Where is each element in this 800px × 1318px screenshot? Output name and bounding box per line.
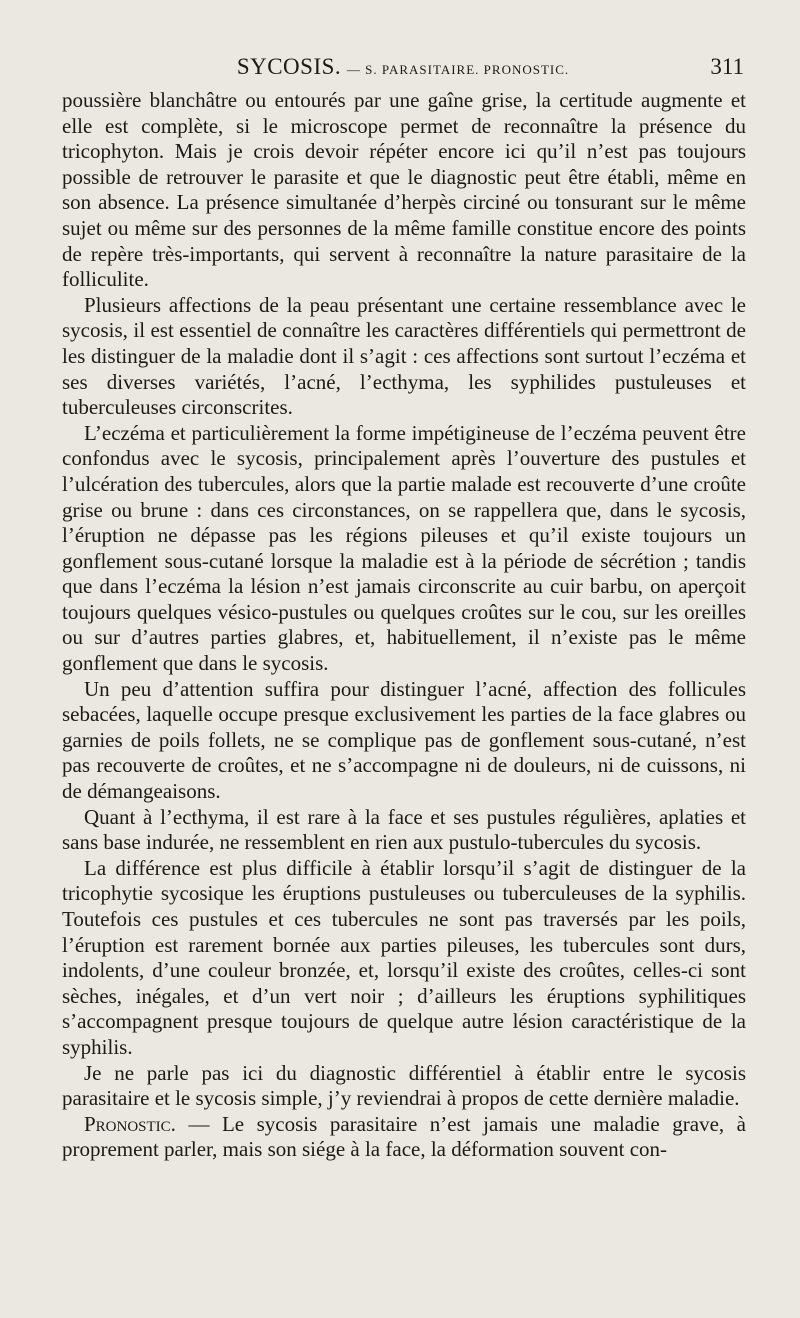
page-body [62,88,746,1163]
paragraph-4: Un peu d’attention suffira pour distinguer l’acné, affection des follicules sebacées, laquelle occupe presque exclusivement les parties de la face glabres ou garnies de poils follets, ne se complique pas de gonflement sous-cutané, n’est pas recouverte de croûtes, et ne s’accompagne ni de douleurs, ni de cuissons, ni de démangeaisons. [62,676,746,804]
running-title [62,54,744,80]
paragraph-5: Quant à l’ecthyma, il est rare à la face et ses pustules régulières, aplaties et sans base indurée, ne ressemblent en rien aux pustulo-tubercules du sycosis. [62,804,746,855]
page-number: 311 [710,54,744,79]
paragraph-2: Plusieurs affections de la peau présentant une certaine ressemblance avec le sycosis, il est essentiel de connaître les caractères différentiels qui permettront de les distinguer de la maladie dont il s’agit : ces affections sont surtout l’eczéma et ses diverses variétés, l’acné, l’ecthyma, les syphilides pustuleuses et tuberculeuses circonscrites. [62,292,746,420]
prognosis-label: Pronostic. [84,1111,176,1136]
paragraph-3: L’eczéma et particulièrement la forme impétigineuse de l’eczéma peuvent être confondus avec le sycosis, principalement après l’ouverture des pustules et l’ulcération des tubercules, alors que la partie malade est recouverte d’une croûte grise ou brune : dans ces circonstances, on se rappellera que, dans le sycosis, l’éruption ne dépasse pas les régions pileuses et qu’il existe toujours un gonflement sous-cutané lorsque la maladie est à la période de sécrétion ; tandis que dans l’eczéma la lésion n’est jamais circonscrite au cuir barbu, on aperçoit toujours quelques vésico-pustules ou quelques croûtes sur le cou, sur les oreilles ou sur d’autres parties glabres, et, habituellement, il n’existe pas le même gonflement que dans le sycosis. [62,420,746,676]
prognosis-text: — Le sycosis parasitaire n’est jamais une maladie grave, à proprement parler, mais son siége à la face, la déformation souvent con- [62,1111,746,1162]
paragraph-1: poussière blanchâtre ou entourés par une gaîne grise, la certitude augmente et elle est complète, si le microscope permet de reconnaître la présence du tricophyton. Mais je crois devoir répéter encore ici qu’il n’est pas toujours possible de retrouver le parasite et que le diagnostic peut être établi, même en son absence. La présence simultanée d’herpès circiné ou tonsurant sur le même sujet ou même sur des personnes de la même famille constitue encore des points de repère très-importants, qui servent à reconnaître la nature parasitaire de la folliculite. [62,88,746,292]
paragraph-6: La différence est plus difficile à établir lorsqu’il s’agit de distinguer de la tricophytie sycosique les éruptions pustuleuses ou tuberculeuses de la syphilis. Toutefois ces pustules et ces tubercules ne sont pas traversés par les poils, l’éruption est rarement bornée aux parties pileuses, les tubercules sont durs, indolents, d’une couleur bronzée, et, lorsqu’il existe des croûtes, celles-ci sont sèches, inégales, et d’un vert noir ; d’ailleurs les éruptions syphilitiques s’accompagnent presque toujours de quelque autre lésion caractéristique de la syphilis. [62,855,746,1059]
running-title-section: — S. PARASITAIRE. PRONOSTIC. [346,62,570,77]
paragraph-7: Je ne parle pas ici du diagnostic différentiel à établir entre le sycosis parasitaire et le sycosis simple, j’y reviendrai à propos de cette dernière maladie. [62,1060,746,1111]
paragraph-prognosis [62,1112,746,1163]
running-title-main: SYCOSIS. [236,54,342,79]
running-header [62,50,744,86]
